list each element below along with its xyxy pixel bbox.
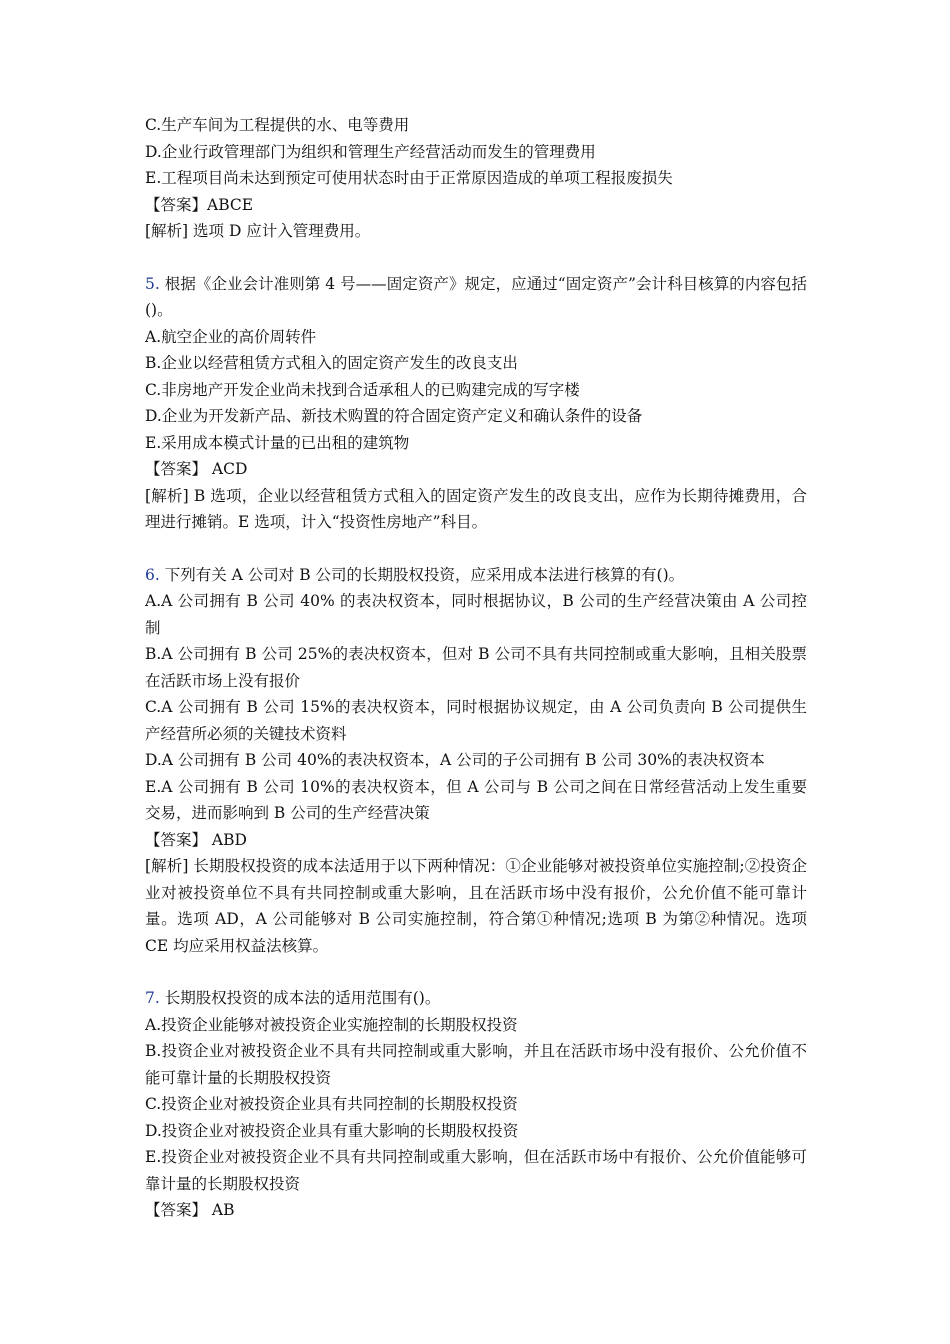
option-c: C.投资企业对被投资企业具有共同控制的长期股权投资 xyxy=(145,1095,518,1113)
option-e: E.投资企业对被投资企业不具有共同控制或重大影响，但在活跃市场中有报价、公允价值能够可靠计量的长期股权投资 xyxy=(145,1148,807,1193)
question-stem: 6. 下列有关 A 公司对 B 公司的长期股权投资，应采用成本法进行核算的有()。 xyxy=(145,565,685,584)
question-stem: 7. 长期股权投资的成本法的适用范围有()。 xyxy=(145,989,441,1007)
analysis: [解析] B 选项，企业以经营租赁方式租入的固定资产发生的改良支出，应作为长期待摊费用，合理进行摊销。E 选项，计入“投资性房地产”科目。 xyxy=(145,486,807,531)
question-stem: 5. 根据《企业会计准则第 4 号——固定资产》规定，应通过“固定资产”会计科目核算的内容包括()。 xyxy=(145,274,807,319)
option-e: E.工程项目尚未达到预定可使用状态时由于正常原因造成的单项工程报废损失 xyxy=(145,169,673,187)
option-e: E.采用成本模式计量的已出租的建筑物 xyxy=(145,433,410,452)
question-text: 长期股权投资的成本法的适用范围有()。 xyxy=(164,989,441,1007)
option-d: D.企业为开发新产品、新技术购置的符合固定资产定义和确认条件的设备 xyxy=(145,407,643,425)
question-number: 5 xyxy=(145,274,155,293)
option-d: D.投资企业对被投资企业具有重大影响的长期股权投资 xyxy=(145,1121,519,1140)
option-c: C.生产车间为工程提供的水、电等费用 xyxy=(145,116,410,134)
answer: 【答案】 AB xyxy=(145,1201,235,1219)
option-d: D.A 公司拥有 B 公司 40%的表决权资本，A 公司的子公司拥有 B 公司 30%的表决权资本 xyxy=(145,751,765,769)
answer: 【答案】 ACD xyxy=(145,460,248,478)
question-7 xyxy=(145,985,807,1224)
option-a: A.航空企业的高价周转件 xyxy=(145,327,317,346)
question-text: 根据《企业会计准则第 4 号——固定资产》规定，应通过“固定资产”会计科目核算的内容包括()。 xyxy=(145,274,807,319)
question-5 xyxy=(145,271,807,536)
option-a: A.A 公司拥有 B 公司 40% 的表决权资本，同时根据协议，B 公司的生产经营决策由 A 公司控制 xyxy=(145,592,807,637)
answer: 【答案】ABCE xyxy=(145,195,254,214)
question-4-tail xyxy=(145,112,807,245)
option-d: D.企业行政管理部门为组织和管理生产经营活动而发生的管理费用 xyxy=(145,142,596,161)
option-b: B.企业以经营租赁方式租入的固定资产发生的改良支出 xyxy=(145,354,518,372)
option-a: A.投资企业能够对被投资企业实施控制的长期股权投资 xyxy=(145,1015,518,1034)
question-number: 6 xyxy=(145,565,155,584)
answer: 【答案】 ABD xyxy=(145,830,247,849)
option-c: C.非房地产开发企业尚未找到合适承租人的已购建完成的写字楼 xyxy=(145,380,580,399)
document-page xyxy=(145,112,807,1224)
option-b: B.投资企业对被投资企业不具有共同控制或重大影响，并且在活跃市场中没有报价、公允价值不能可靠计量的长期股权投资 xyxy=(145,1042,807,1087)
option-b: B.A 公司拥有 B 公司 25%的表决权资本，但对 B 公司不具有共同控制或重大影响，且相关股票在活跃市场上没有报价 xyxy=(145,645,807,690)
option-e: E.A 公司拥有 B 公司 10%的表决权资本，但 A 公司与 B 公司之间在日常经营活动上发生重要交易，进而影响到 B 公司的生产经营决策 xyxy=(145,777,807,822)
question-6 xyxy=(145,562,807,960)
question-text: 下列有关 A 公司对 B 公司的长期股权投资，应采用成本法进行核算的有()。 xyxy=(164,565,685,584)
analysis: [解析] 长期股权投资的成本法适用于以下两种情况：①企业能够对被投资单位实施控制;②投资企业对被投资单位不具有共同控制或重大影响，且在活跃市场中没有报价，公允价值不能可靠计量。选项 AD，A 公司能够对 B 公司实施控制，符合第①种情况;选项 B 为第②种情况。选项 CE 均应采用权益法核算。 xyxy=(145,857,807,955)
analysis: [解析] 选项 D 应计入管理费用。 xyxy=(145,222,371,240)
question-number: 7 xyxy=(145,989,155,1007)
option-c: C.A 公司拥有 B 公司 15%的表决权资本，同时根据协议规定，由 A 公司负责向 B 公司提供生产经营所必须的关键技术资料 xyxy=(145,698,807,743)
